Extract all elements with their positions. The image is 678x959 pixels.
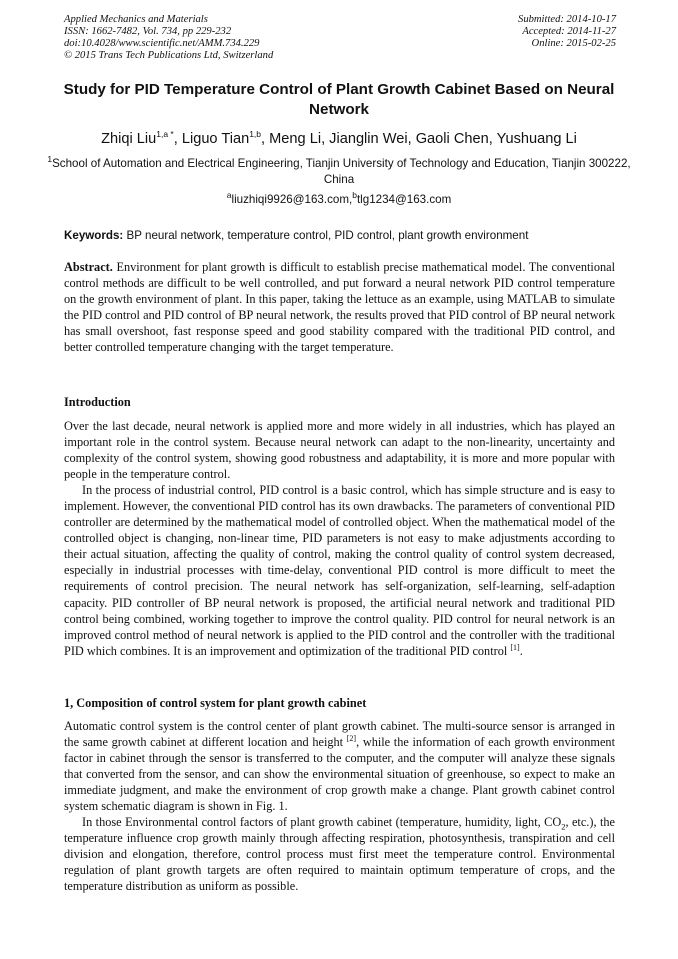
author <box>497 131 577 147</box>
author-separator: , <box>173 131 182 147</box>
author-name: Liguo Tian <box>181 131 250 147</box>
section-1-body <box>64 718 615 895</box>
paper-title: Study for PID Temperature Control of Plant Growth Cabinet Based on Neural Network <box>63 81 615 118</box>
abstract <box>64 259 615 355</box>
email-separator: , <box>348 193 353 206</box>
email-list <box>40 190 638 207</box>
introduction-heading: Introduction <box>64 395 131 409</box>
abstract-paragraph <box>64 259 615 355</box>
author-list <box>40 130 638 148</box>
accepted-date: Accepted: 2014-11-27 <box>522 26 616 37</box>
paragraph-text: In those Environmental control factors of plant growth cabinet (temperature, humidity, light, CO <box>82 815 562 830</box>
paragraph: Over the last decade, neural network is applied more and more widely in all industries, which has played an important role in the control system. Because neural network can adapt to the non-linearity, uncertainty and complexity of the control system, showing good robustness and adaptability, it is more and more popular with people in the temperature control. <box>64 419 615 482</box>
citation: [1] <box>510 642 520 652</box>
submission-dates <box>518 14 616 50</box>
affiliation-mark: 1 <box>47 154 53 165</box>
paragraph-text: In the process of industrial control, PID control is a basic control, which has simple structure and is easy to implement. However, the conventional PID control has its own drawbacks. The parameters of conventional PID controller are determined by the mathematical model of controlled object. When the mathematical model of the controlled object is changing, non-linear time, PID parameters is not easy to make adjustments according to their actual situation, affecting the quality of control, making the control quality of control system decreased, especially in industrial processes with time-delay, conventional PID control is more difficult to meet the requirements of control precision. The neural network has self-organization, self-learning, self-adaption capacity. PID controller of BP neural network is proposed, the artificial neural network and traditional PID control being combined, working together to improve the control quality. PID control for neural network is an improved control method of neural network is applied to the PID control and the controller with the traditional PID which combines. It is an improvement and optimization of the traditional PID control <box>64 483 615 658</box>
section-1-heading: 1, Composition of control system for plant growth cabinet <box>64 696 367 710</box>
paragraph-text: , etc.), the temperature influence crop growth mainly through affecting respiration, photosynthesis, transpiration and cell division and elongation, therefore, control process must first meet the temperature control. Environmental regulation of plant growth targets are often required to maintain optimum temperature of crops, and the temperature distribution as uniform as possible. <box>64 815 615 894</box>
author <box>101 131 182 147</box>
keywords-text: BP neural network, temperature control, PID control, plant growth environment <box>126 229 529 242</box>
affiliation <box>40 156 638 188</box>
paragraph-text: Automatic control system is the control center of plant growth cabinet. The multi-source sensor is arranged in the same growth cabinet at different location and height <box>64 719 615 750</box>
author <box>269 131 329 147</box>
journal-name: Applied Mechanics and Materials <box>64 14 208 25</box>
journal-info <box>64 14 273 62</box>
citation: [2] <box>346 733 357 743</box>
email-mark: a <box>226 190 232 201</box>
author <box>329 131 416 147</box>
author-affiliation-mark: 1,a * <box>156 129 174 140</box>
email-address: tlg1234@163.com <box>356 193 452 206</box>
author-name: Yushuang Li <box>496 131 577 147</box>
abstract-text: Environment for plant growth is difficult to establish precise mathematical model. The conventional control methods are difficult to be well controlled, and put forward a neural network PID control temperature on the growth environment of plant. In this paper, taking the lettuce as an example, using MATLAB to simulate the PID control and PID control of BP neural network, the results proved that PID control of BP neural network has small overshoot, fast response speed and good stability compared with the traditional PID control, and better controlled temperature changing with the target temperature. <box>64 260 615 355</box>
author-separator: , <box>488 131 497 147</box>
email-mark: b <box>352 190 357 201</box>
affiliation-text: School of Automation and Electrical Engineering, Tianjin University of Technology and Education, Tianjin 300222, China <box>52 157 631 186</box>
issn-volume: ISSN: 1662-7482, Vol. 734, pp 229-232 <box>64 26 232 37</box>
author-affiliation-mark: 1,b <box>249 129 262 140</box>
paragraph <box>64 718 615 814</box>
doi: doi:10.4028/www.scientific.net/AMM.734.229 <box>64 38 260 49</box>
author-name: Jianglin Wei <box>329 131 408 147</box>
subscript: 2 <box>561 821 566 832</box>
paragraph-text: , while the information of each growth environment factor in cabinet through the sensor is transferred to the computer, and the computer will analyze these signals that converted from the sensor, and can show the environmental situation of greenhouse, so expect to make an immediate judgment, and make the environment of crop growth make a change. Plant growth cabinet control system schematic diagram is shown in Fig. 1. <box>64 735 615 814</box>
submitted-date: Submitted: 2014-10-17 <box>518 14 616 25</box>
author-separator: , <box>321 131 330 147</box>
paragraph <box>64 482 615 659</box>
keywords-label: Keywords: <box>64 229 124 242</box>
email-address: liuzhiqi9926@163.com <box>231 193 349 206</box>
paragraph <box>64 814 615 894</box>
author <box>182 131 269 147</box>
author-name: Meng Li <box>269 131 322 147</box>
copyright: © 2015 Trans Tech Publications Ltd, Switzerland <box>64 50 274 61</box>
author-separator: , <box>261 131 270 147</box>
author-separator: , <box>407 131 416 147</box>
paragraph-end: . <box>519 643 523 658</box>
keywords <box>64 229 616 243</box>
author <box>416 131 497 147</box>
author-name: Zhiqi Liu <box>101 131 157 147</box>
online-date: Online: 2015-02-25 <box>531 38 616 49</box>
abstract-label: Abstract. <box>64 260 113 274</box>
author-name: Gaoli Chen <box>415 131 489 147</box>
introduction-body <box>64 418 615 659</box>
